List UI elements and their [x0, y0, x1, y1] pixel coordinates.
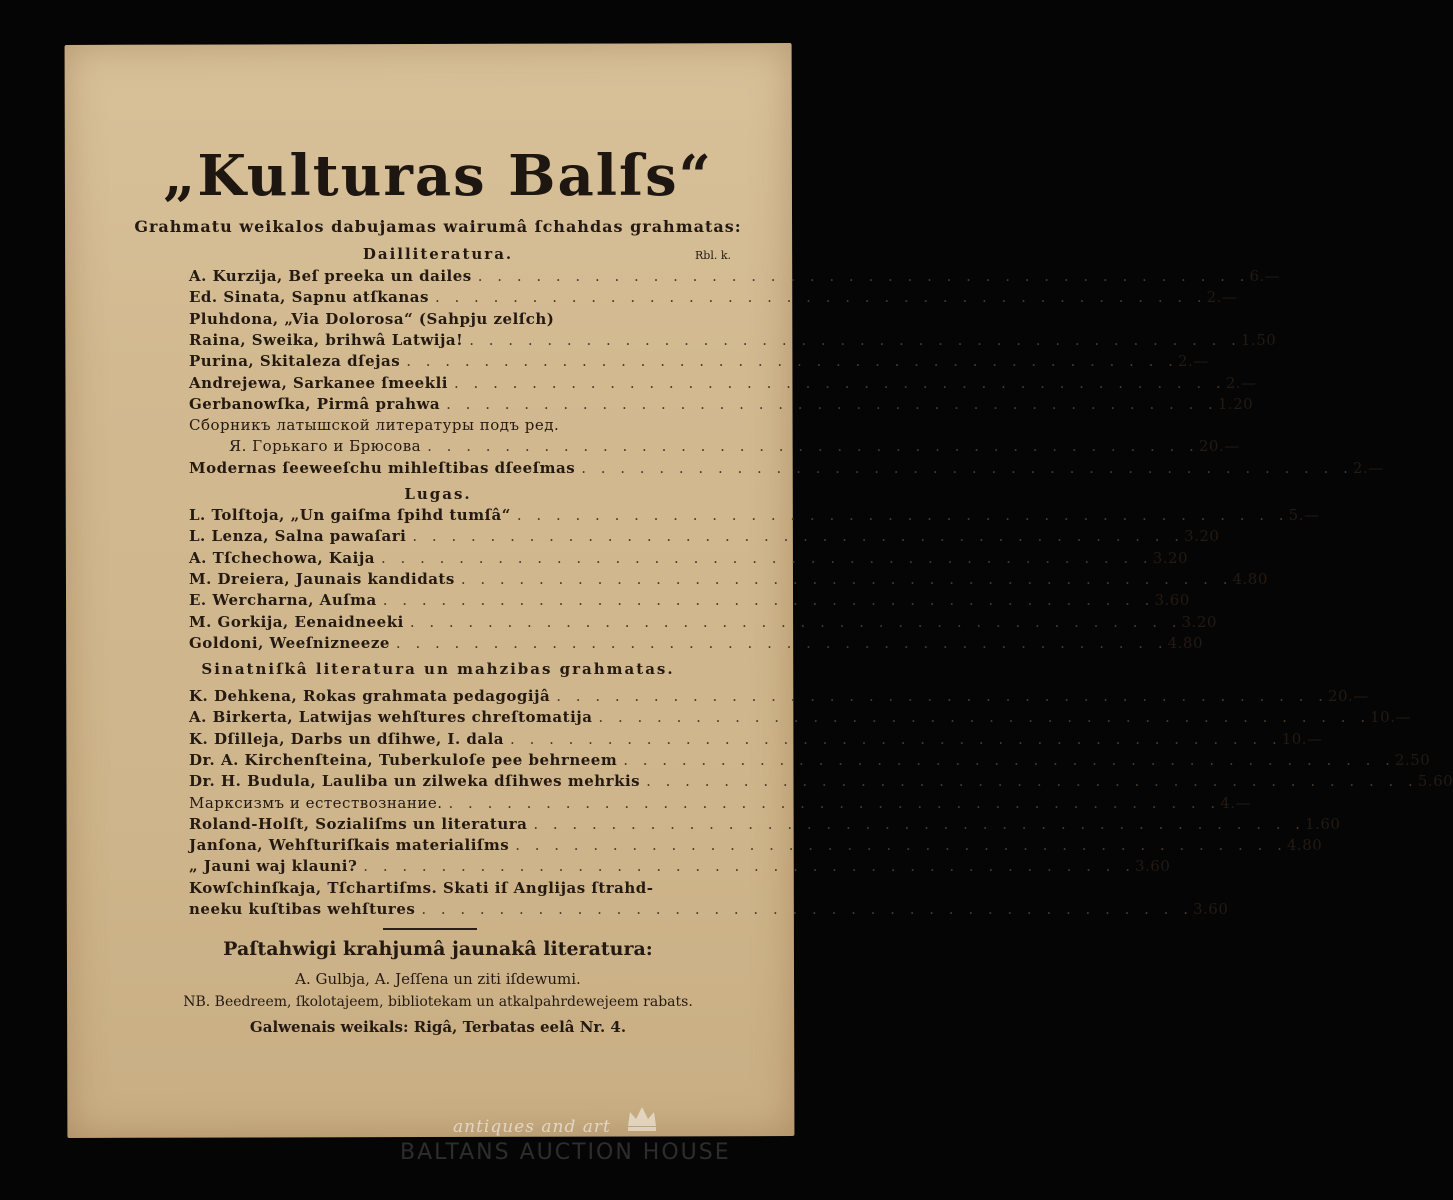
list-item — [189, 548, 1189, 570]
item-price: 3.20 — [1152, 548, 1189, 567]
item-price: 3.60 — [1193, 900, 1229, 918]
leader-dots: . . . . . . . . . . . . . . . . . . . . . . . . . . . . . . . . . . . . . . . . — [448, 793, 1221, 812]
leader-dots: . . . . . . . . . . . . . . . . . . . . . . . . . . . . . . . . . . . . . . . . — [395, 633, 1168, 652]
list-item — [189, 506, 1320, 527]
list-item — [189, 437, 1240, 458]
list-item — [189, 330, 1277, 352]
leader-dots: . . . . . . . . . . . . . . . . . . . . . . . . . . . . . . . . . . . . . . . . — [598, 708, 1371, 727]
item-price: 4.— — [1220, 793, 1251, 812]
leader-dots: . . . . . . . . . . . . . . . . . . . . . . . . . . . . . . . . . . . . . . . . — [409, 612, 1182, 631]
item-price: 5.60 — [1417, 772, 1453, 791]
leader-dots: . . . . . . . . . . . . . . . . . . . . . . . . . . . . . . . . . . . . . . . . — [412, 527, 1185, 546]
item-price: 2.50 — [1394, 750, 1431, 769]
item-price: 1.60 — [1305, 814, 1341, 833]
item-title: Dr. A. Kirchenſteina, Tuberkuloſe pee behrneem — [189, 750, 618, 769]
leader-dots: . . . . . . . . . . . . . . . . . . . . . . . . . . . . . . . . . . . . . . . . — [363, 857, 1135, 876]
footer-headline: Paſtahwigi krahjumâ jaunakâ literatura: — [223, 938, 653, 960]
item-title: neeku kuſtibas wehſtures — [189, 900, 416, 918]
leader-dots: . . . . . . . . . . . . . . . . . . . . . . . . . . . . . . . . . . . . . . . . — [515, 836, 1287, 855]
list-item — [189, 793, 1251, 815]
item-title: Modernas ſeeweeſchu mihleſtibas dſeeſmas — [189, 458, 576, 477]
list-item — [189, 458, 1384, 480]
list-item — [189, 633, 1203, 655]
page-subtitle: Grahmatu weikalos dabujamas wairumâ ſchahdas grahmatas: — [134, 217, 742, 236]
item-price: 5.— — [1288, 506, 1320, 524]
item-price: 2.— — [1177, 352, 1209, 371]
item-title: Kowſchinſkaja, Tſchartiſms. Skati iſ Anglijas ſtrahd- — [189, 878, 654, 897]
item-title: L. Lenza, Salna pawaſari — [189, 527, 407, 546]
item-title: M. Gorkija, Eenaidneeki — [189, 612, 404, 631]
item-title: A. Birkerta, Latwijas wehſtures chreſtomatija — [189, 708, 593, 727]
item-price: 4.80 — [1286, 836, 1323, 855]
list-item — [189, 750, 1431, 772]
item-price: 20.— — [1327, 687, 1369, 705]
item-price: 2.— — [1206, 288, 1238, 307]
item-title: A. Tſchechowa, Kaija — [189, 548, 376, 567]
item-price: 3.60 — [1154, 591, 1190, 610]
item-price: 4.80 — [1232, 569, 1268, 588]
list-item — [189, 836, 1323, 857]
list-item — [189, 373, 1257, 395]
leader-dots: . . . . . . . . . . . . . . . . . . . . . . . . . . . . . . . . . . . . . . . . — [381, 548, 1153, 567]
leader-dots: . . . . . . . . . . . . . . . . . . . . . . . . . . . . . . . . . . . . . . . . — [434, 288, 1207, 307]
leader-dots: . . . . . . . . . . . . . . . . . . . . . . . . . . . . . . . . . . . . . . . . — [510, 729, 1282, 748]
leader-dots: . . . . . . . . . . . . . . . . . . . . . . . . . . . . . . . . . . . . . . . . — [460, 569, 1233, 588]
item-title: K. Dſilleja, Darbs un dſihwe, I. dala — [189, 729, 505, 748]
item-title: Roland-Holſt, Sozialiſms un literatura — [189, 814, 528, 833]
list-item — [189, 857, 1171, 878]
item-title: A. Kurzija, Beſ preeka un dailes — [189, 267, 472, 285]
item-title: Марксизмъ и естествознание. — [189, 793, 443, 812]
watermark-house: BALTANS AUCTION HOUSE — [400, 1140, 731, 1165]
item-price: 10.— — [1281, 729, 1323, 748]
list-item — [189, 569, 1268, 591]
leader-dots: . . . . . . . . . . . . . . . . . . . . . . . . . . . . . . . . . . . . . . . . — [516, 506, 1289, 524]
item-price: 3.20 — [1184, 527, 1220, 546]
item-price: 4.80 — [1167, 633, 1203, 652]
section-heading: Lugas. — [404, 485, 472, 503]
item-title: Pluhdona, „Via Dolorosa“ (Sahpju zelſch) — [189, 309, 555, 328]
list-item — [189, 729, 1323, 751]
item-title: M. Dreiera, Jaunais kandidats — [189, 569, 455, 588]
item-title: „ Jauni waj klauni? — [189, 857, 358, 876]
item-price: 2.— — [1352, 458, 1384, 477]
item-title: E. Wercharna, Auſma — [189, 591, 377, 610]
item-price: 20.— — [1198, 437, 1240, 456]
list-item — [189, 527, 1220, 548]
divider-rule — [383, 928, 477, 930]
list-item — [189, 416, 738, 437]
item-title: Purina, Skitaleza dſejas — [189, 352, 401, 371]
footer-line-1: A. Gulbja, A. Jeſſena un ziti iſdewumi. — [295, 970, 581, 988]
price-column-header: Rbl. k. — [695, 249, 731, 262]
list-item — [189, 310, 738, 331]
leader-dots: . . . . . . . . . . . . . . . . . . . . . . . . . . . . . . . . . . . . . . . . — [646, 772, 1418, 791]
item-title: Gerbanowſka, Pirmâ prahwa — [189, 394, 441, 413]
item-price: 3.60 — [1134, 857, 1171, 876]
list-item — [189, 394, 1254, 416]
section-heading: Sinatniſkâ literatura un mahzibas grahmatas. — [201, 660, 675, 678]
list-item — [189, 352, 1209, 373]
list-item — [189, 288, 1238, 309]
page-title: „Kulturas Balſs“ — [163, 143, 713, 209]
list-item — [189, 708, 1411, 729]
item-title: K. Dehkena, Rokas grahmata pedagogijâ — [189, 687, 551, 705]
leader-dots: . . . . . . . . . . . . . . . . . . . . . . . . . . . . . . . . . . . . . . . . — [421, 900, 1193, 918]
item-title: Goldoni, Weeſnizneeze — [189, 633, 390, 652]
leader-dots: . . . . . . . . . . . . . . . . . . . . . . . . . . . . . . . . . . . . . . . . — [469, 330, 1241, 349]
leader-dots: . . . . . . . . . . . . . . . . . . . . . . . . . . . . . . . . . . . . . . . . — [446, 394, 1218, 413]
item-title: Я. Горькаго и Брюсова — [229, 437, 422, 456]
item-title: Ed. Sinata, Sapnu atſkanas — [189, 288, 429, 307]
item-price: 3.20 — [1181, 612, 1217, 631]
leader-dots: . . . . . . . . . . . . . . . . . . . . . . . . . . . . . . . . . . . . . . . . — [556, 687, 1328, 705]
footer-line-3: Galwenais weikals: Rigâ, Terbatas eelâ Nr. 4. — [249, 1018, 627, 1036]
leader-dots: . . . . . . . . . . . . . . . . . . . . . . . . . . . . . . . . . . . . . . . . — [427, 437, 1199, 456]
section-heading: Dailliteratura. — [362, 245, 514, 263]
list-item — [189, 814, 1341, 836]
leader-dots: . . . . . . . . . . . . . . . . . . . . . . . . . . . . . . . . . . . . . . . . — [454, 373, 1226, 392]
leader-dots: . . . . . . . . . . . . . . . . . . . . . . . . . . . . . . . . . . . . . . . . — [406, 352, 1178, 371]
list-item — [189, 591, 1190, 612]
leader-dots: . . . . . . . . . . . . . . . . . . . . . . . . . . . . . . . . . . . . . . . . — [533, 814, 1306, 833]
item-price: 10.— — [1370, 708, 1411, 727]
item-price: 1.50 — [1240, 330, 1277, 349]
leader-dots: . . . . . . . . . . . . . . . . . . . . . . . . . . . . . . . . . . . . . . . . — [623, 750, 1395, 769]
item-title: Raina, Sweika, brihwâ Latwija! — [189, 330, 464, 349]
crown-icon — [626, 1104, 658, 1132]
item-title: Dr. H. Budula, Lauliba un zilweka dſihwes mehrkis — [189, 772, 641, 791]
list-item — [189, 772, 1453, 793]
footer-line-2: NB. Beedreem, ſkolotajeem, bibliotekam un atkalpahrdewejeem rabats. — [183, 994, 693, 1010]
list-item — [189, 267, 1281, 288]
item-price: 2.— — [1225, 373, 1257, 392]
item-title: L. Tolſtoja, „Un gaiſma ſpihd tumſâ“ — [189, 506, 511, 524]
item-title: Сборникъ латышской литературы подъ ред. — [189, 416, 560, 435]
item-title: Janſona, Wehſturiſkais materialiſms — [189, 836, 510, 855]
leader-dots: . . . . . . . . . . . . . . . . . . . . . . . . . . . . . . . . . . . . . . . . — [382, 591, 1155, 610]
list-item — [189, 900, 1229, 921]
watermark-text: antiques and art — [453, 1117, 611, 1137]
list-item — [189, 879, 738, 900]
item-price: 6.— — [1249, 267, 1281, 285]
item-price: 1.20 — [1217, 394, 1254, 413]
leader-dots: . . . . . . . . . . . . . . . . . . . . . . . . . . . . . . . . . . . . . . . . — [477, 267, 1250, 285]
leader-dots: . . . . . . . . . . . . . . . . . . . . . . . . . . . . . . . . . . . . . . . . — [581, 458, 1353, 477]
list-item — [189, 687, 1369, 708]
list-item — [189, 612, 1217, 634]
item-title: Andrejewa, Sarkanee ſmeekli — [189, 373, 449, 392]
